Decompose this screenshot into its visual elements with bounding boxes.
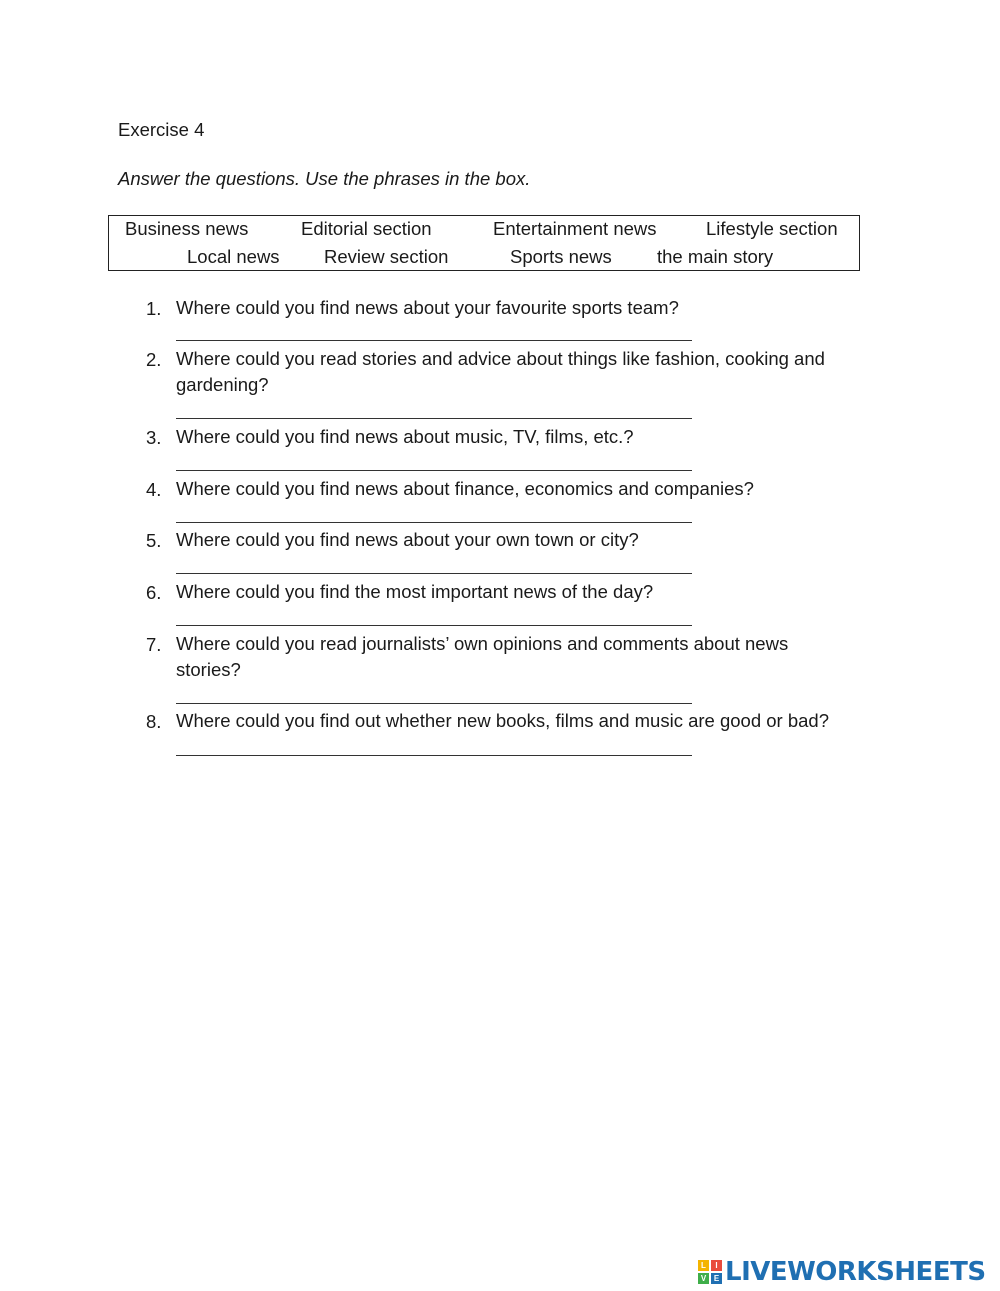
logo-mark-cell: L [698,1260,709,1271]
question-number: 3. [146,427,162,448]
question-text: Where could you find the most important news of the day? [176,581,654,602]
box-word-entertainment-news: Entertainment news [493,218,657,239]
answer-line[interactable] [176,522,692,523]
question-number: 2. [146,349,162,370]
question-text: Where could you find out whether new books, films and music are good or bad? [176,710,830,731]
question-number: 1. [146,298,162,319]
box-word-editorial-section: Editorial section [301,218,432,239]
word-box [108,215,860,271]
instructions: Answer the questions. Use the phrases in the box. [118,168,531,189]
question-text: Where could you read journalists’ own opinions and comments about news stories? [176,633,789,680]
answer-line[interactable] [176,470,692,471]
box-word-sports-news: Sports news [510,246,612,267]
question-text: Where could you find news about your favourite sports team? [176,297,679,318]
answer-line[interactable] [176,340,692,341]
answer-line[interactable] [176,755,692,756]
liveworksheets-logo-text: LIVEWORKSHEETS [725,1257,986,1287]
box-word-main-story: the main story [657,246,774,267]
answer-line[interactable] [176,573,692,574]
question-number: 7. [146,634,162,655]
exercise-title: Exercise 4 [118,119,205,140]
question-number: 8. [146,711,162,732]
question-text: Where could you find news about your own town or city? [176,529,639,550]
answer-line[interactable] [176,625,692,626]
question-text: Where could you find news about finance, economics and companies? [176,478,754,499]
logo-mark-cell: E [711,1273,722,1284]
question-text: Where could you read stories and advice about things like fashion, cooking and gardening? [176,348,825,395]
box-word-lifestyle-section: Lifestyle section [706,218,838,239]
box-word-local-news: Local news [187,246,280,267]
question-number: 6. [146,582,162,603]
question-text: Where could you find news about music, TV, films, etc.? [176,426,634,447]
logo-mark-cell: I [711,1260,722,1271]
liveworksheets-logo-mark-icon [698,1260,722,1284]
box-word-business-news: Business news [125,218,249,239]
logo-mark-cell: V [698,1273,709,1284]
answer-line[interactable] [176,703,692,704]
answer-line[interactable] [176,418,692,419]
question-number: 4. [146,479,162,500]
question-number: 5. [146,530,162,551]
liveworksheets-logo [698,1257,986,1287]
box-word-review-section: Review section [324,246,449,267]
